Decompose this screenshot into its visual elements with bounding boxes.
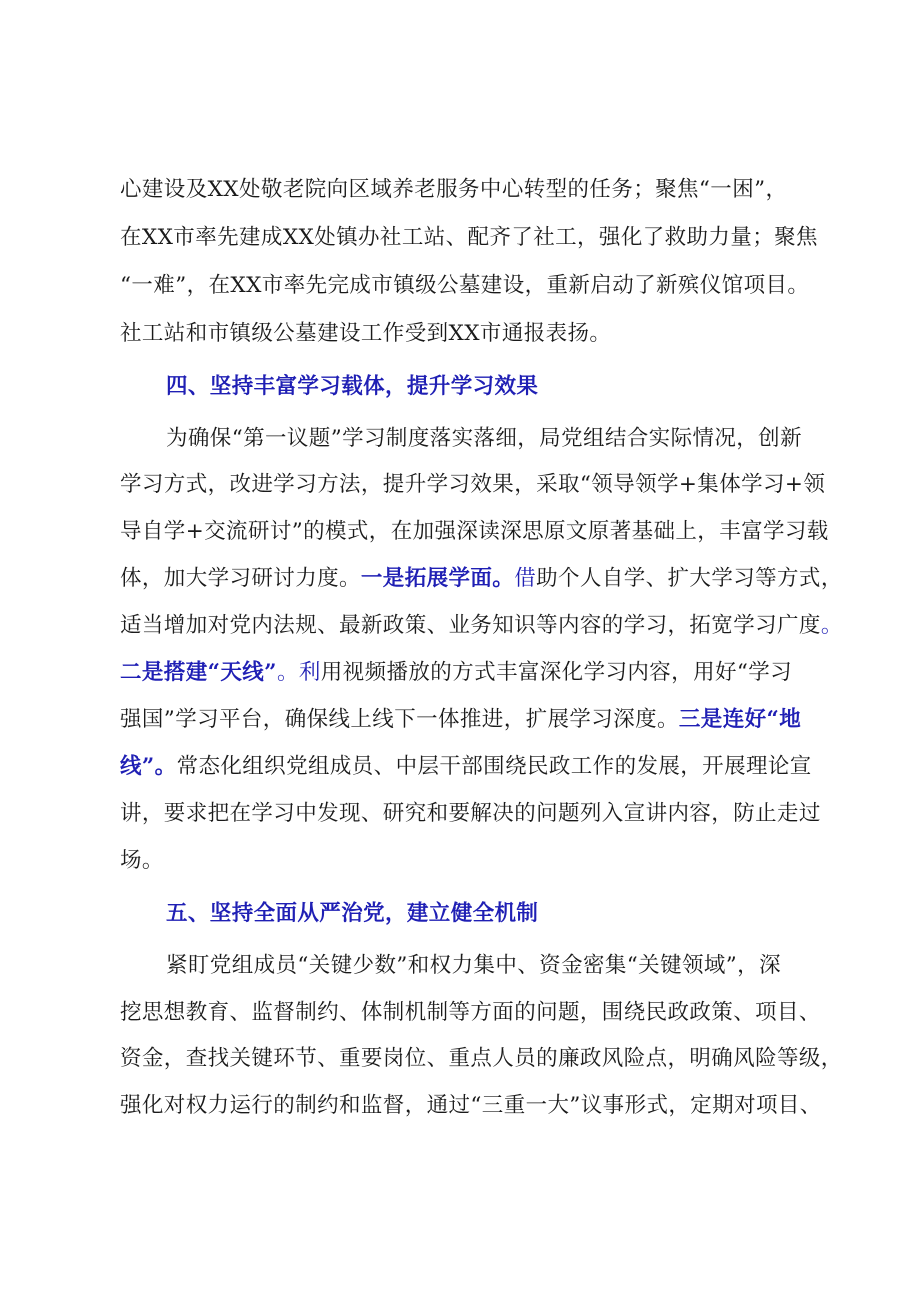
para3-line-3: 资金，查找关键环节、重要岗位、重点人员的廉政风险点，明确风险等级， — [120, 1046, 843, 1071]
para2-line-4 — [120, 564, 843, 594]
highlight-two-b: 线” — [242, 660, 277, 685]
para2-line-5-end: 。 — [820, 613, 843, 638]
section-heading-5: 五、坚持全面从严治党，建立健全机制 — [166, 901, 539, 926]
para1-line-3: “一难”，在XX市率先完成市镇级公墓建设，重新启动了新殡仪馆项目。 — [120, 273, 810, 298]
para2-line-4-text: 体，加大学习研讨力度。 — [120, 566, 361, 591]
para2-line-8-rest: 常态化组织党组成员、中层干部围绕民政工作的发展，开展理论宣 — [176, 754, 812, 779]
para2-line-3: 导自学+交流研讨”的模式，在加强深读深思原文原著基础上，丰富学习载 — [120, 519, 829, 544]
para3-line-1: 紧盯党组成员“关键少数”和权力集中、资金密集“关键领域”，深 — [166, 953, 781, 978]
para1-line-4: 社工站和市镇级公墓建设工作受到XX市通报表扬。 — [120, 321, 612, 346]
highlight-three: 三是连好“地 — [678, 707, 802, 732]
para3-line-2: 挖思想教育、监督制约、体制机制等方面的问题，围绕民政政策、项目、 — [120, 1000, 821, 1025]
para2-line-6-rest: 用视频播放的方式丰富深化学习内容，用好“学习 — [320, 660, 793, 685]
para3-line-4: 强化对权力运行的制约和监督，通过“三重一大”议事形式，定期对项目、 — [120, 1093, 822, 1118]
para2-line-2: 学习方式，改进学习方法，提升学习效果，采取“领导领学+集体学习+领 — [120, 472, 826, 497]
section-heading-4: 四、坚持丰富学习载体，提升学习效果 — [166, 374, 539, 399]
para2-line-1: 为确保“第一议题”学习制度落实落细，局党组结合实际情况，创新 — [166, 426, 802, 451]
para2-line-7-text: 强国”学习平台，确保线上线下一体推进，扩展学习深度。 — [120, 707, 679, 732]
para2-line-9: 讲，要求把在学习中发现、研究和要解决的问题列入宣讲内容，防止走过 — [120, 801, 821, 826]
highlight-two-tail: 。利 — [276, 660, 321, 685]
highlight-two: 二是搭建“天 — [120, 660, 243, 685]
para2-line-5 — [120, 611, 843, 641]
highlight-one-tail: 借 — [514, 566, 537, 591]
highlight-three-end: 线”。 — [120, 754, 177, 779]
para2-line-5-text: 适当增加对党内法规、最新政策、业务知识等内容的学习，拓宽学习广度 — [120, 613, 821, 638]
para2-line-8 — [120, 752, 840, 782]
highlight-one: 一是拓展学面。 — [360, 566, 515, 591]
para2-line-6 — [120, 658, 840, 688]
para1-line-1: 心建设及XX处敬老院向区域养老服务中心转型的任务；聚焦“一困”， — [120, 177, 788, 202]
para2-line-10: 场。 — [120, 848, 164, 873]
para1-line-2: 在XX市率先建成XX处镇办社工站、配齐了社工，强化了救助力量；聚焦 — [120, 225, 818, 250]
para2-line-7 — [120, 705, 840, 735]
para2-line-4-rest: 助个人自学、扩大学习等方式， — [536, 566, 843, 591]
